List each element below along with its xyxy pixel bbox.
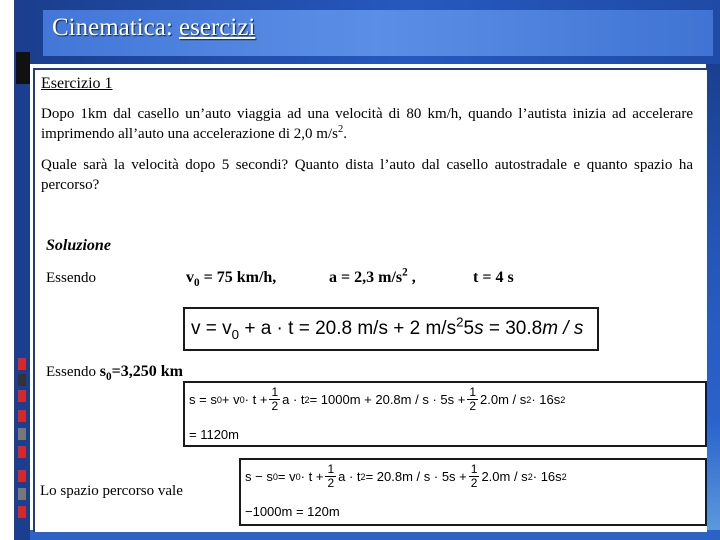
eq-v-lhs: v = v bbox=[191, 318, 232, 339]
eq-v-svar: s bbox=[474, 318, 484, 339]
side-marker-dark bbox=[18, 374, 26, 386]
paragraph-1-sup: 2 bbox=[337, 124, 344, 135]
side-marker-red bbox=[18, 446, 26, 458]
given-initial-velocity bbox=[186, 268, 276, 288]
page-title bbox=[52, 14, 255, 42]
side-marker-gray bbox=[18, 428, 26, 440]
paragraph-1-end: . bbox=[343, 126, 347, 142]
side-marker-red bbox=[18, 470, 26, 482]
position-equation-line-1: s = s 0 + v 0 · t + $\frac{1}{2}$ a · t 2 = 1000m + 20.8m / s · 5s + $\frac{1}{2}$ 2.0m / s 2 · 16s 2 bbox=[189, 385, 566, 413]
title-link[interactable]: esercizi bbox=[179, 14, 256, 41]
eq-s-part3: · t + bbox=[300, 469, 324, 484]
side-marker-gray bbox=[18, 488, 26, 500]
eq-s-part2: = v bbox=[277, 469, 296, 484]
eq-s-fraction bbox=[325, 463, 336, 490]
s0-sub: 0 bbox=[105, 371, 112, 384]
eq-s-fraction-2 bbox=[469, 463, 480, 490]
eq-p-frac-den: 2 bbox=[271, 399, 279, 413]
eq-p-part3: · t + bbox=[244, 392, 268, 407]
eq-s-part6: 2.0m / s bbox=[481, 469, 528, 484]
a-sup: 2 bbox=[402, 266, 408, 279]
eq-v-rest1: + a · t = 20.8 m/s + 2 m/s bbox=[239, 318, 457, 339]
eq-s-part7: · 16s bbox=[532, 469, 562, 484]
distance-equation-line-2 bbox=[245, 504, 340, 519]
s0-symbol: s bbox=[99, 363, 106, 380]
eq-s-part5: = 20.8m / s · 5s + bbox=[365, 469, 467, 484]
initial-position-label bbox=[46, 362, 183, 382]
given-acceleration bbox=[329, 268, 416, 288]
eq-s-part1: s − s bbox=[245, 469, 273, 484]
exercise-paragraph-1 bbox=[41, 104, 693, 144]
velocity-equation bbox=[183, 307, 599, 351]
position-equation bbox=[183, 381, 707, 447]
eq-p-line2: = 1120m bbox=[189, 427, 239, 442]
eq-s-line2: −1000m = 120m bbox=[245, 504, 340, 519]
eq-s-frac2-den: 2 bbox=[470, 476, 478, 490]
exercise-heading: Esercizio 1 bbox=[41, 75, 113, 92]
distance-equation bbox=[239, 458, 707, 526]
side-marker-red bbox=[18, 390, 26, 402]
exercise-paragraph-2: Quale sarà la velocità dopo 5 secondi? Quanto dista l’auto dal casello autostradale e quanto spazio ha percorso? bbox=[41, 157, 693, 193]
eq-p-part6: 2.0m / s bbox=[480, 392, 527, 407]
title-prefix: Cinematica: bbox=[52, 14, 180, 41]
distance-equation-line-1: s − s 0 = v 0 · t + $\frac{1}{2}$ a · t 2 = 20.8m / s · 5s + $\frac{1}{2}$ 2.0m / s 2 · 16s 2 bbox=[245, 462, 567, 490]
s0-value-group bbox=[99, 363, 183, 384]
eq-s-frac-den: 2 bbox=[327, 476, 335, 490]
eq-v-sup: 2 bbox=[456, 314, 464, 330]
eq-v-rest2: 5 bbox=[463, 318, 475, 339]
space-label: Lo spazio percorso vale bbox=[40, 483, 183, 499]
given-label: Essendo bbox=[46, 270, 96, 286]
eq-p-part7: · 16s bbox=[531, 392, 561, 407]
v0-sub: 0 bbox=[194, 277, 200, 290]
paragraph-1-text: Dopo 1km dal casello un’auto viaggia ad una velocità di 80 km/h, quando l’autista inizia ad accelerare imprimendo all’auto una accelerazione di 2,0 m/s bbox=[41, 106, 693, 142]
eq-s-part4: a · t bbox=[338, 469, 361, 484]
v0-value: = 75 km/h, bbox=[199, 269, 277, 286]
s0-value: =3,250 km bbox=[111, 363, 183, 380]
eq-v-equals: = 30.8 bbox=[483, 318, 543, 339]
eq-p-part2: + v bbox=[221, 392, 240, 407]
eq-s-frac2-num: 1 bbox=[470, 462, 478, 476]
eq-p-part4: a · t bbox=[282, 392, 305, 407]
eq-p-frac2-num: 1 bbox=[469, 385, 477, 399]
given-time: t = 4 s bbox=[473, 269, 514, 286]
eq-v-unit: m / s bbox=[542, 318, 584, 339]
eq-p-fraction-2 bbox=[467, 386, 478, 413]
position-equation-line-2 bbox=[189, 427, 239, 442]
side-marker-red bbox=[18, 358, 26, 370]
decorative-tab bbox=[16, 52, 30, 84]
a-end: , bbox=[407, 269, 416, 286]
side-marker-red bbox=[18, 410, 26, 422]
eq-p-part5: = 1000m + 20.8m / s · 5s + bbox=[309, 392, 466, 407]
v0-symbol: v bbox=[186, 269, 194, 286]
eq-v-sub: 0 bbox=[231, 326, 240, 342]
side-marker-red bbox=[18, 506, 26, 518]
a-value: a = 2,3 m/s bbox=[329, 269, 403, 286]
right-frame bbox=[706, 64, 720, 540]
eq-p-part1: s = s bbox=[189, 392, 217, 407]
eq-s-frac-num: 1 bbox=[327, 462, 335, 476]
s0-label: Essendo bbox=[46, 364, 100, 380]
eq-p-frac2-den: 2 bbox=[469, 399, 477, 413]
eq-p-frac-num: 1 bbox=[271, 385, 279, 399]
solution-heading: Soluzione bbox=[46, 237, 111, 254]
velocity-equation-line bbox=[191, 314, 584, 342]
eq-p-fraction bbox=[269, 386, 280, 413]
